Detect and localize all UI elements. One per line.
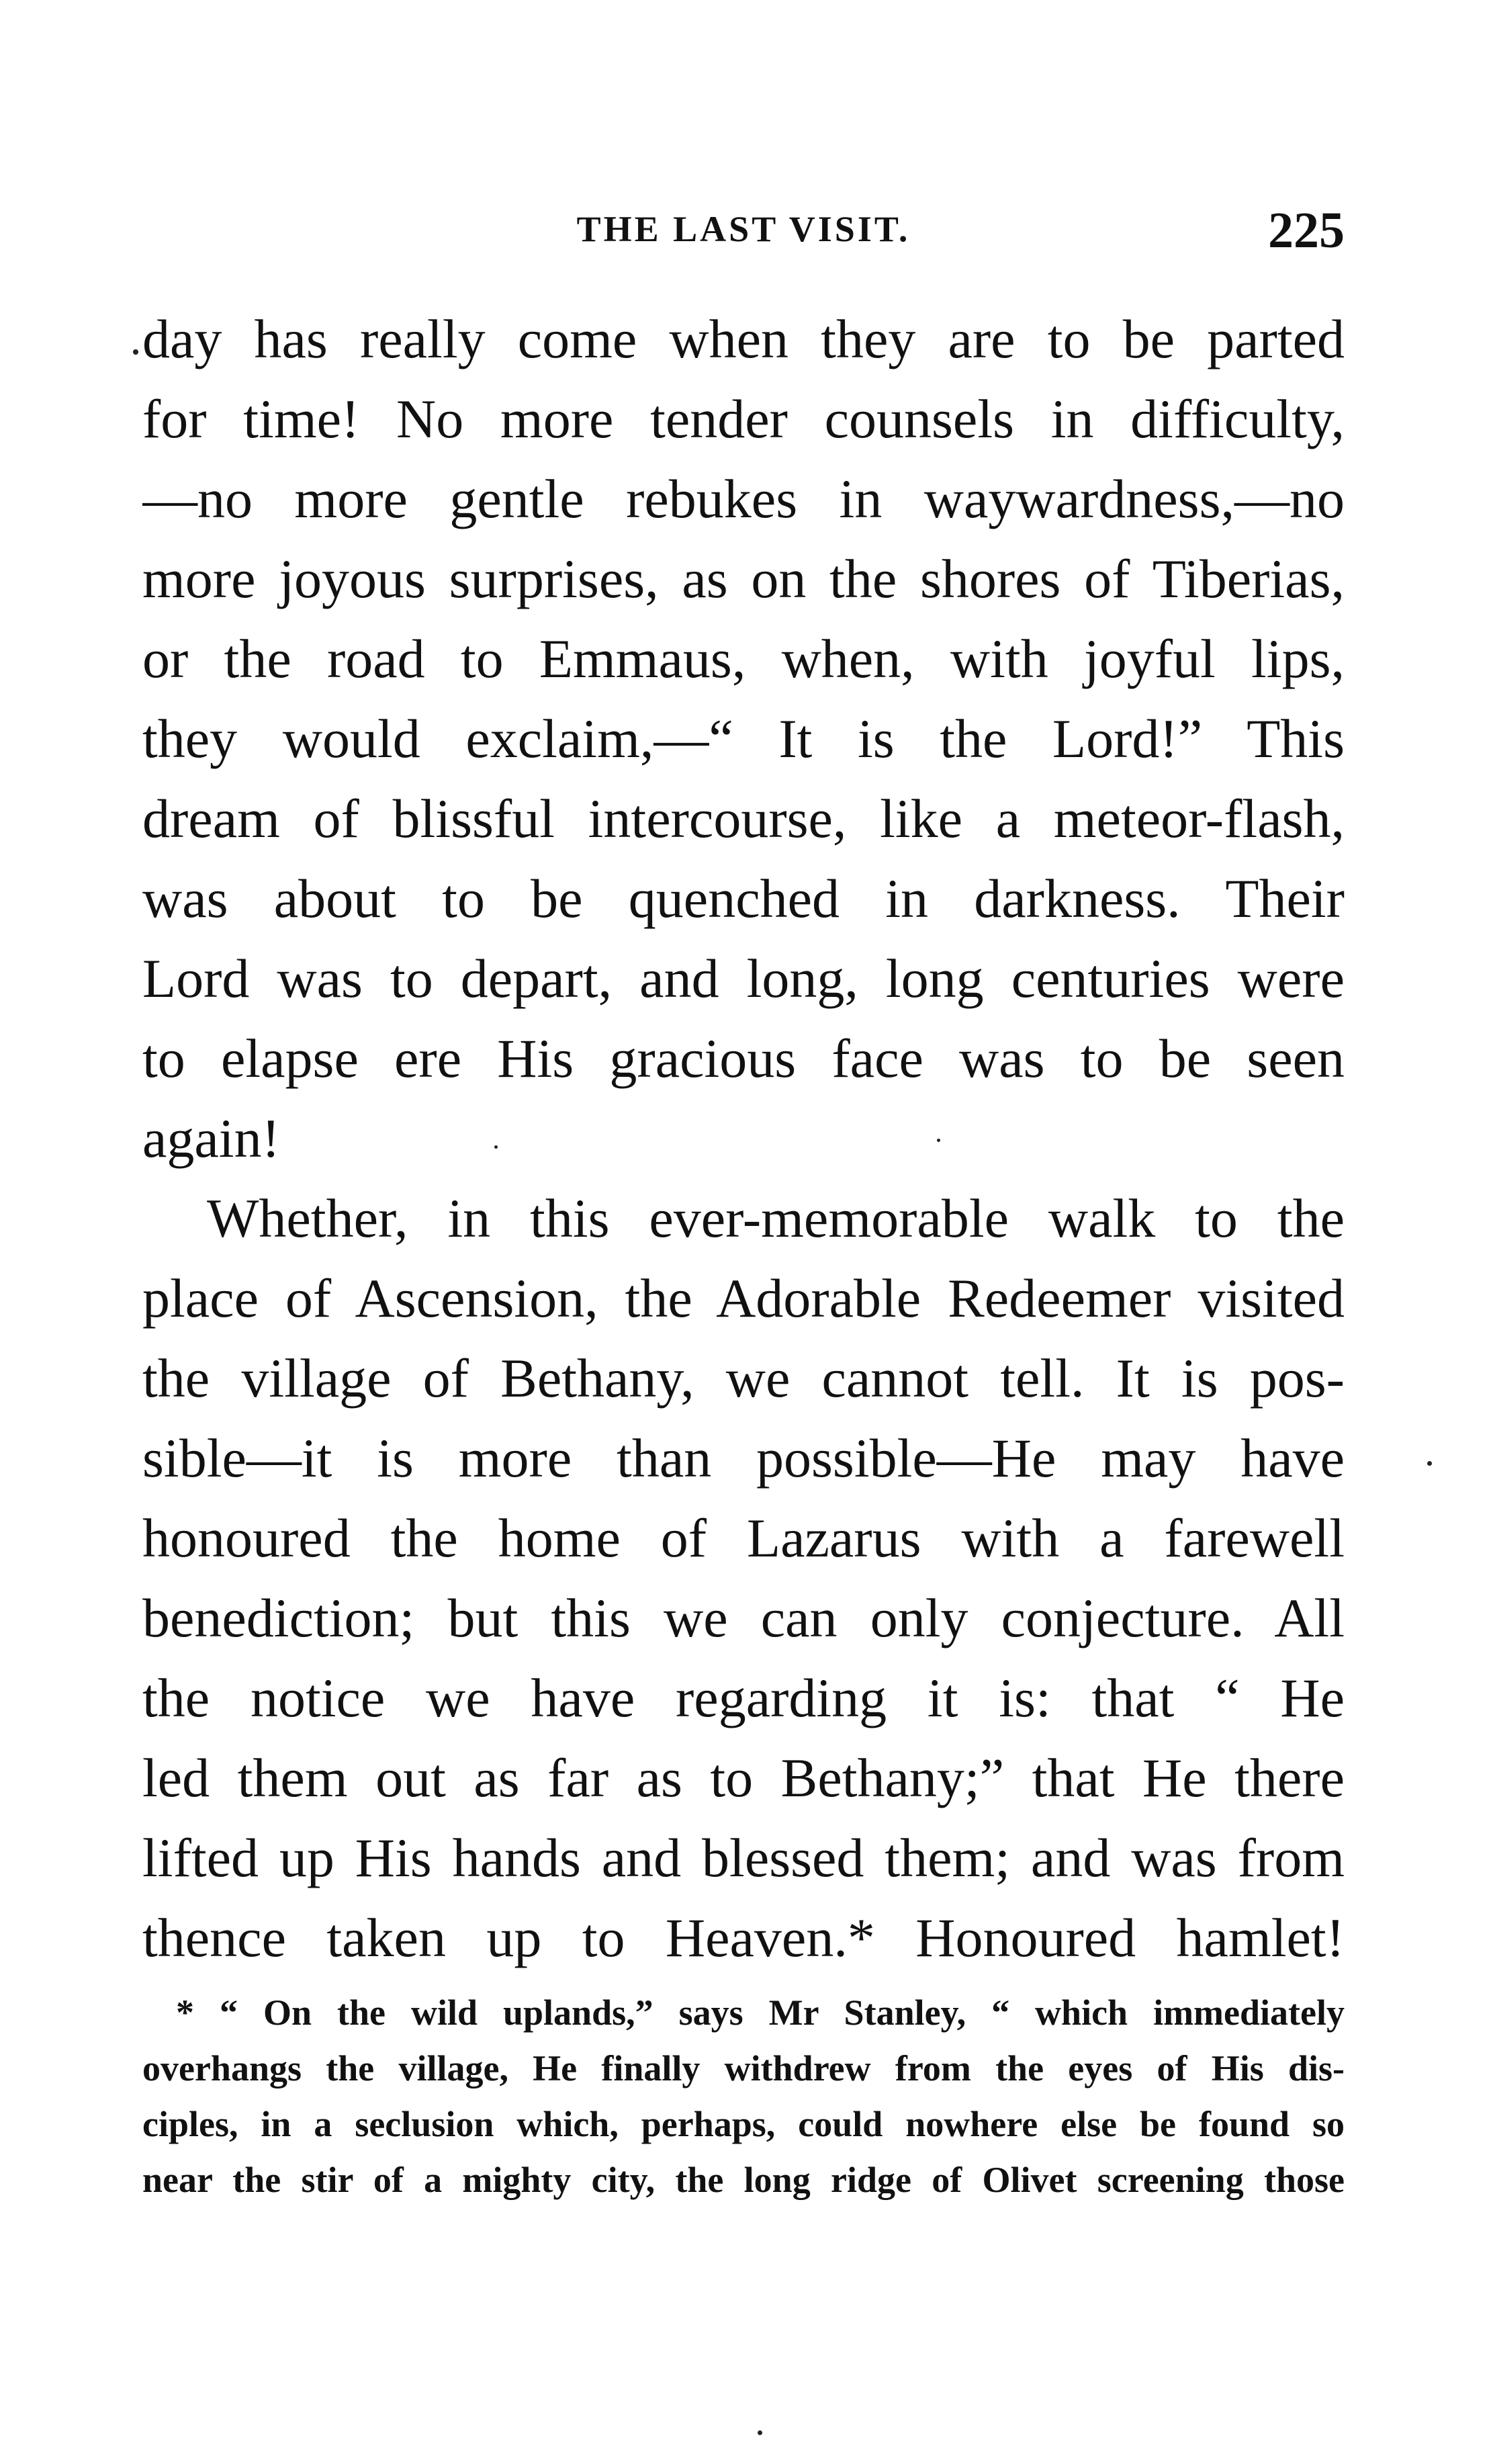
body-line: dream of blissful intercourse, like a meteor-flash, (142, 788, 1345, 849)
scan-speck (937, 1139, 940, 1142)
page-header (142, 202, 1345, 269)
scan-speck (758, 2430, 762, 2435)
body-line: benediction; but this we can only conjecture. All (142, 1587, 1345, 1648)
footnote-line: * “ On the wild uplands,” says Mr Stanley, “ which immediately (176, 1992, 1345, 2033)
body-line: place of Ascension, the Adorable Redeemer visited (142, 1268, 1345, 1329)
body-line: led them out as far as to Bethany;” that He there (142, 1747, 1345, 1808)
body-line: to elapse ere His gracious face was to be seen (142, 1028, 1345, 1089)
body-line: day has really come when they are to be parted (142, 308, 1345, 369)
body-line: sible—it is more than possible—He may have (142, 1427, 1345, 1489)
scan-speck (494, 1145, 498, 1149)
body-line: the village of Bethany, we cannot tell. It is pos- (142, 1348, 1345, 1409)
scan-speck (133, 349, 138, 355)
body-line: thence taken up to Heaven.* Honoured hamlet! (142, 1907, 1345, 1968)
body-line: the notice we have regarding it is: that “ He (142, 1667, 1345, 1728)
footnote-line: near the stir of a mighty city, the long ridge of Olivet screening those (142, 2160, 1345, 2200)
body-line: more joyous surprises, as on the shores of Tiberias, (142, 548, 1345, 609)
body-line: honoured the home of Lazarus with a farewell (142, 1507, 1345, 1569)
body-text (142, 299, 1345, 1978)
paragraph-start-line: Whether, in this ever-memorable walk to the (207, 1188, 1345, 1249)
page-number: 225 (1268, 202, 1345, 259)
body-line: or the road to Emmaus, when, with joyful lips, (142, 628, 1345, 689)
body-line: was about to be quenched in darkness. Their (142, 868, 1345, 929)
body-line: again! (142, 1108, 280, 1169)
body-line: for time! No more tender counsels in difficulty, (142, 388, 1345, 449)
body-line: they would exclaim,—“ It is the Lord!” This (142, 708, 1345, 769)
footnote-line: overhangs the village, He finally withdrew from the eyes of His dis- (142, 2048, 1345, 2088)
running-head: THE LAST VISIT. (576, 209, 911, 249)
footnote (142, 1985, 1345, 2208)
body-line: Lord was to depart, and long, long centuries were (142, 948, 1345, 1009)
body-line: —no more gentle rebukes in waywardness,—no (142, 468, 1345, 529)
scan-speck (1427, 1461, 1432, 1466)
body-line: lifted up His hands and blessed them; and was from (142, 1827, 1345, 1888)
footnote-line: ciples, in a seclusion which, perhaps, could nowhere else be found so (142, 2104, 1345, 2144)
